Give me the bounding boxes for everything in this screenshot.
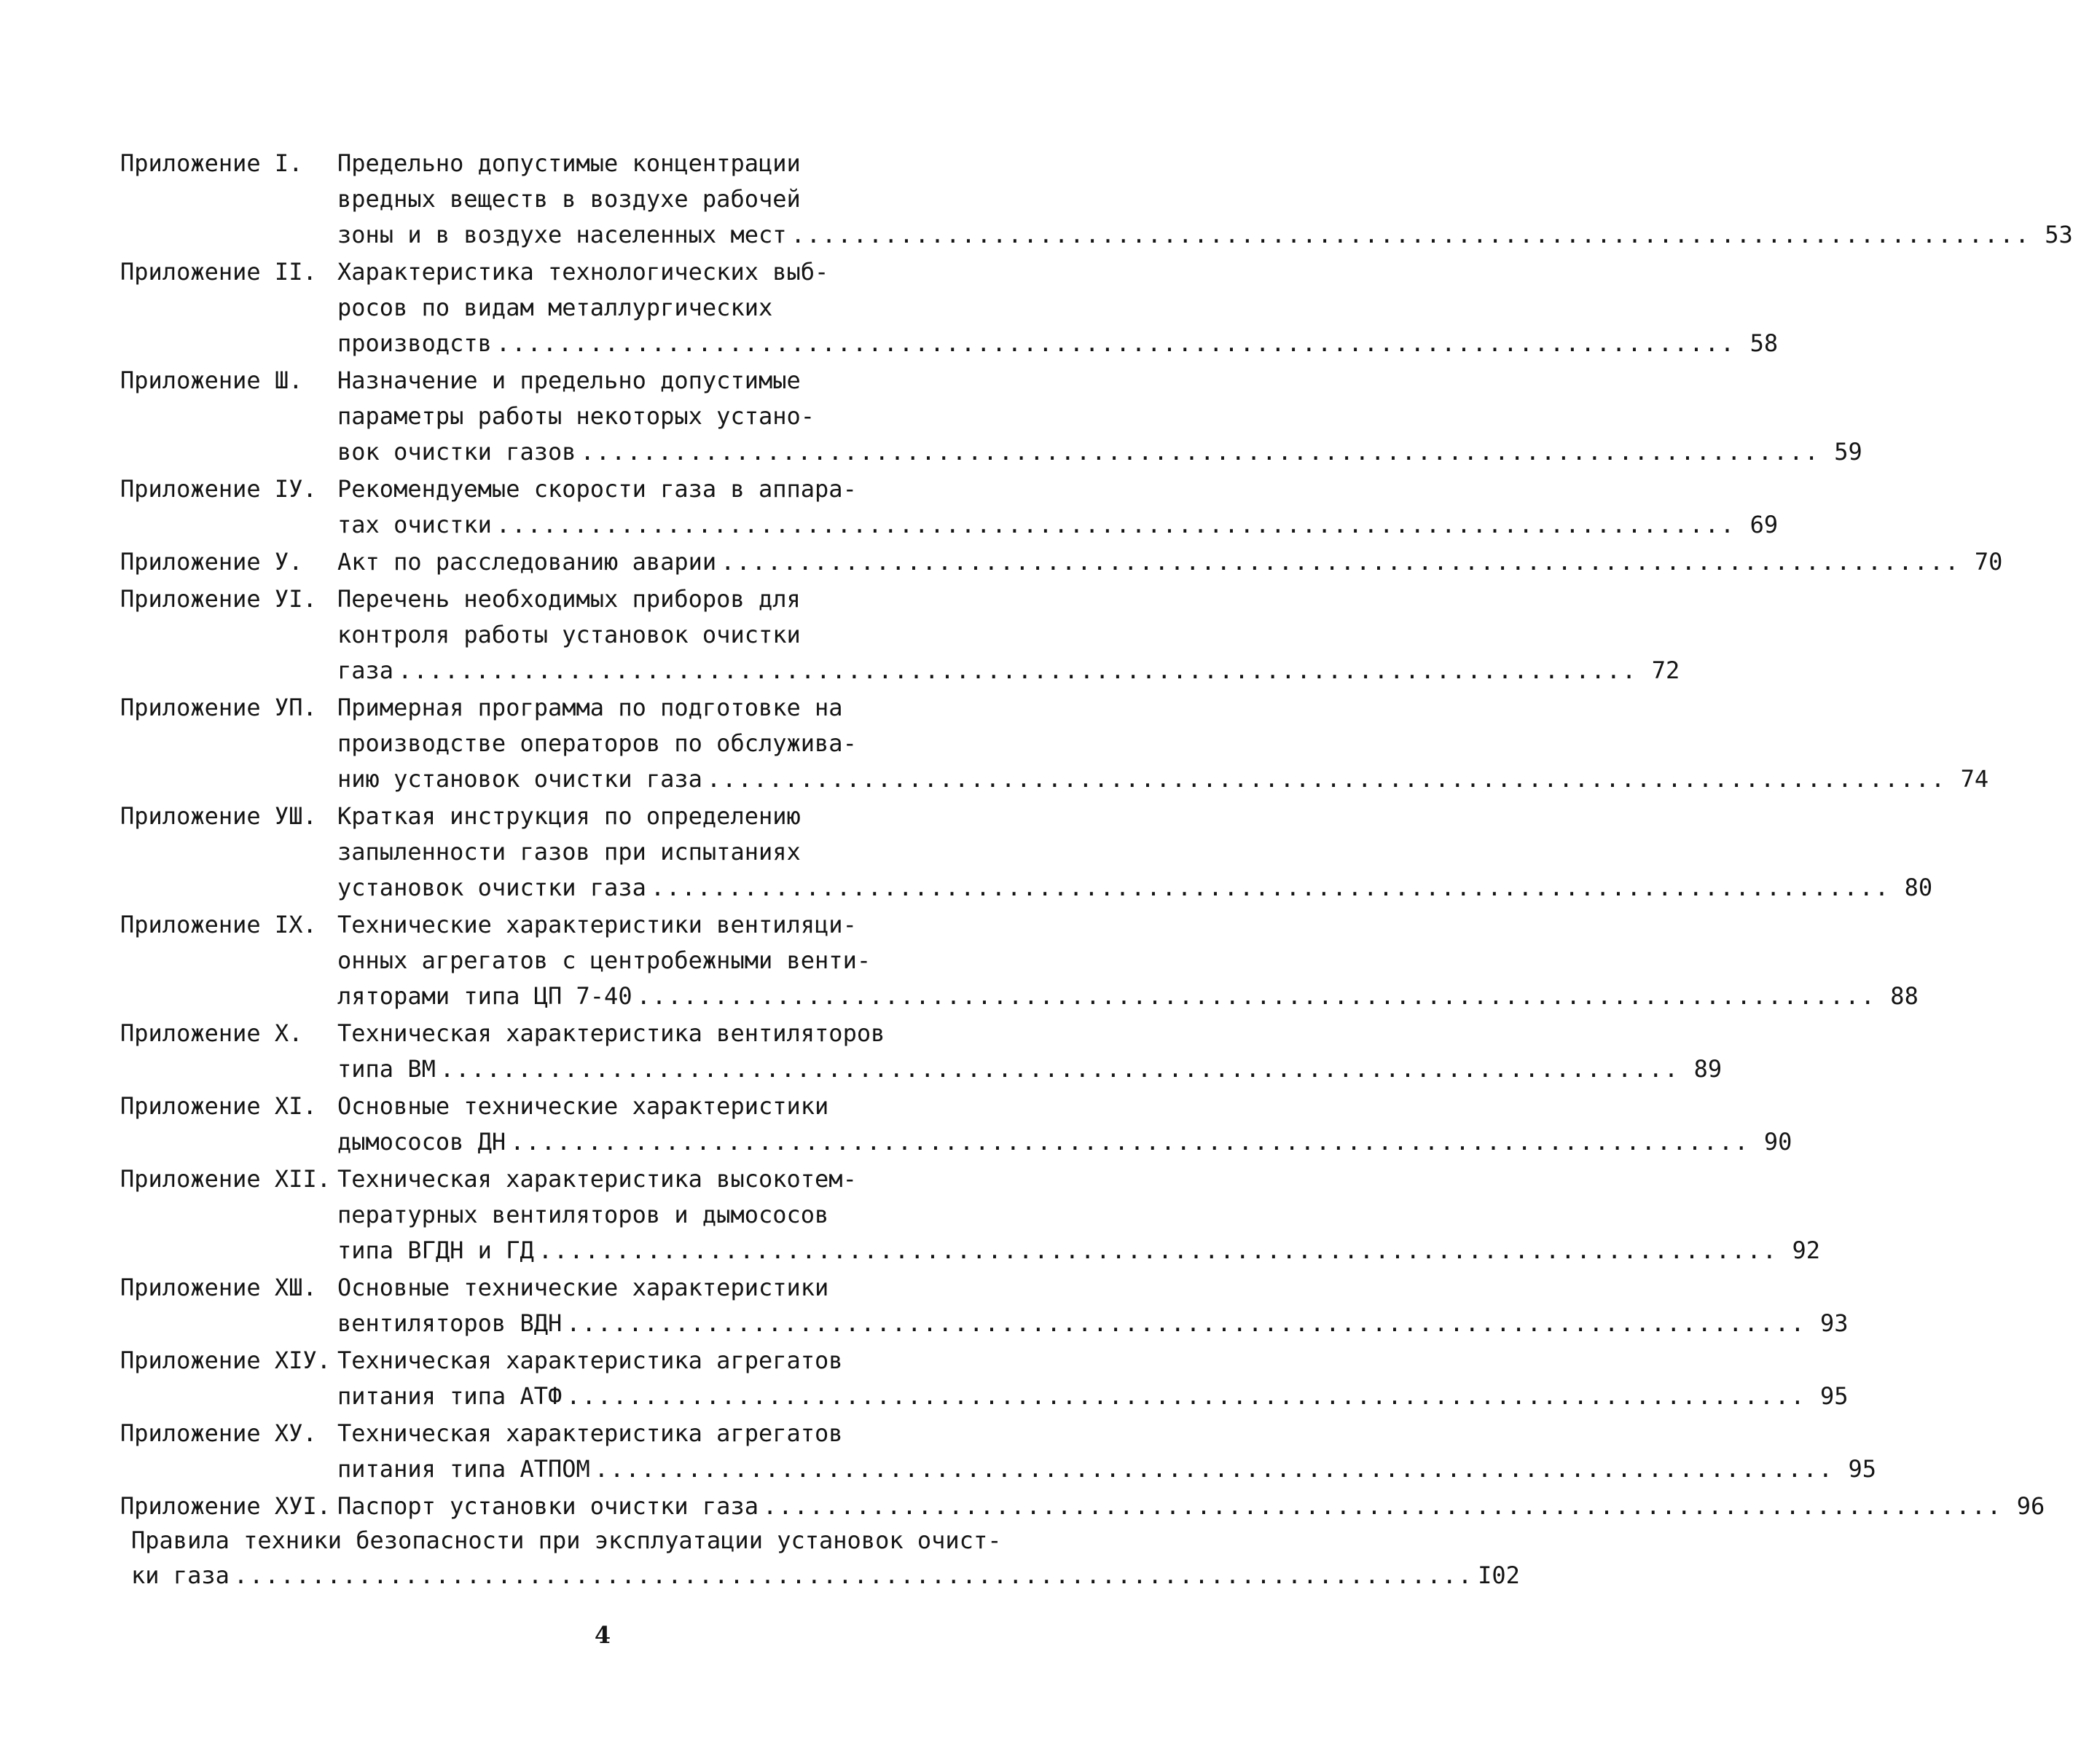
leader-dots: ................................................................................ (566, 1382, 1806, 1410)
title-line: Техническая характеристика агрегатов (337, 1346, 843, 1374)
title-line: Техническая характеристика высокотем- (337, 1165, 857, 1193)
toc-entry (120, 254, 1779, 361)
title-line: Перечень необходимых приборов для (337, 585, 801, 613)
title-text: вок очистки газов (337, 438, 576, 466)
title-last-line (337, 507, 1779, 543)
appendix-label: Приложение II. (120, 258, 317, 286)
title-last-line (337, 217, 2073, 253)
title-line: вредных веществ в воздухе рабочей (337, 185, 801, 213)
leader-dots: ................................................................................ (566, 1309, 1806, 1337)
leader-dots: ................................................................................ (721, 548, 1961, 576)
title-line: Краткая инструкция по определению (337, 802, 801, 830)
page-ref: 93 (1819, 1309, 1849, 1337)
title-text: газа (337, 656, 394, 684)
appendix-label: Приложение XII. (120, 1165, 331, 1193)
title-line: Рекомендуемые скорости газа в аппара- (337, 475, 857, 503)
appendix-label: Приложение УШ. (120, 802, 317, 830)
page-ref: 70 (1974, 548, 2003, 576)
leader-dots: ................................................................................ (580, 438, 1820, 466)
leader-dots: ................................................................................ (495, 511, 1736, 538)
title-line: контроля работы установок очистки (337, 621, 801, 648)
toc-entry (120, 1016, 1723, 1087)
leader-dots: ................................................................................ (495, 329, 1736, 357)
entry-title (337, 471, 1779, 543)
title-last-line (337, 761, 1989, 797)
title-line: параметры работы некоторых устано- (337, 402, 815, 430)
page-ref: 53 (2045, 221, 2073, 248)
rules-last-line (131, 1558, 1520, 1593)
rules-last-text: ки газа (131, 1561, 230, 1589)
appendix-label: Приложение IX. (120, 911, 317, 938)
appendix-label: Приложение XIУ. (120, 1346, 331, 1374)
rules-page-number: I02 (1478, 1561, 1520, 1589)
title-last-line (337, 1379, 1849, 1414)
toc-entry (120, 1161, 1820, 1269)
appendix-label: Приложение Ш. (120, 366, 303, 394)
appendix-label: Приложение IУ. (120, 475, 317, 503)
entry-title (337, 254, 1779, 361)
title-last-line (337, 1451, 1877, 1487)
page-ref: 95 (1819, 1382, 1849, 1410)
title-last-line (337, 326, 1779, 361)
toc-entry (120, 1416, 1877, 1487)
title-last-line (337, 544, 2003, 580)
toc-entry (120, 907, 1919, 1014)
entry-title (337, 1270, 1849, 1341)
entry-title (337, 799, 1933, 906)
page-ref: 74 (1960, 765, 1989, 793)
entry-title (337, 1016, 1723, 1087)
page-number: 4 (594, 1621, 611, 1649)
rules-line: Правила техники безопасности при эксплуатации установок очист- (131, 1526, 1002, 1554)
leader-dots: ................................................................................ (791, 221, 2031, 248)
title-text: установок очистки газа (337, 874, 646, 901)
title-line: Предельно допустимые концентрации (337, 149, 801, 177)
title-line: Основные технические характеристики (337, 1092, 829, 1120)
title-text: тах очистки (337, 511, 492, 538)
title-text: типа ВГДН и ГД (337, 1236, 534, 1264)
title-text: питания типа АТФ (337, 1382, 563, 1410)
title-line: Примерная программа по подготовке на (337, 694, 843, 721)
leader-dots: ................................................................................ (233, 1561, 1474, 1589)
appendix-label: Приложение I. (120, 149, 303, 177)
entry-title (337, 581, 1680, 689)
title-text: питания типа АТПОМ (337, 1455, 590, 1483)
entry-title (337, 544, 2003, 580)
leader-dots: ................................................................................ (439, 1055, 1680, 1083)
page-ref: 92 (1792, 1236, 1820, 1264)
title-text: дымососов ДН (337, 1128, 506, 1156)
toc-entry (120, 799, 1933, 906)
title-line: росов по видам металлургических (337, 294, 773, 321)
page-ref: 58 (1749, 329, 1779, 357)
safety-rules-entry (131, 1523, 1520, 1593)
page-ref: 72 (1651, 656, 1680, 684)
appendix-label: Приложение X. (120, 1019, 303, 1047)
page-ref: 88 (1890, 982, 1919, 1010)
appendix-label: Приложение XУI. (120, 1492, 331, 1520)
title-text: зоны и в воздухе населенных мест (337, 221, 787, 248)
page-ref: 59 (1834, 438, 1862, 466)
title-last-line (337, 653, 1680, 689)
leader-dots: ................................................................................ (762, 1492, 2003, 1520)
title-line: Техническая характеристика вентиляторов (337, 1019, 885, 1047)
title-last-line (337, 870, 1933, 906)
entry-title (337, 1089, 1792, 1160)
title-text: Паспорт установки очистки газа (337, 1492, 759, 1520)
leader-dots: ................................................................................ (538, 1236, 1778, 1264)
entry-title (337, 363, 1862, 470)
title-line: Техническая характеристика агрегатов (337, 1419, 843, 1447)
leader-dots: ................................................................................ (510, 1128, 1750, 1156)
entry-title (337, 690, 1989, 797)
leader-dots: ................................................................................ (398, 656, 1638, 684)
leader-dots: ................................................................................ (594, 1455, 1835, 1483)
entry-title (337, 1416, 1877, 1487)
title-line: пературных вентиляторов и дымососов (337, 1201, 829, 1228)
toc-entry (120, 471, 1779, 543)
title-text: типа ВМ (337, 1055, 436, 1083)
title-last-line (337, 979, 1919, 1014)
entry-title (337, 146, 2073, 253)
title-line: Характеристика технологических выб- (337, 258, 829, 286)
title-last-line (337, 1124, 1792, 1160)
title-text: вентиляторов ВДН (337, 1309, 563, 1337)
leader-dots: ................................................................................ (650, 874, 1891, 901)
page-ref: 95 (1848, 1455, 1877, 1483)
toc-entry (120, 146, 2073, 253)
title-line: Назначение и предельно допустимые (337, 366, 801, 394)
toc-entry (120, 1270, 1849, 1341)
toc-entry (120, 581, 1680, 689)
title-last-line (337, 1489, 2045, 1524)
entry-title (337, 1343, 1849, 1414)
title-text: Акт по расследованию аварии (337, 548, 717, 576)
appendix-label: Приложение XШ. (120, 1274, 317, 1301)
leader-dots: ................................................................................ (636, 982, 1876, 1010)
appendix-label: Приложение У. (120, 548, 303, 576)
toc-entry (120, 363, 1862, 470)
toc-entry (120, 690, 1989, 797)
title-line: производстве операторов по обслужива- (337, 729, 857, 757)
appendix-label: Приложение УI. (120, 585, 317, 613)
toc-entry (120, 1489, 2045, 1524)
title-line: онных агрегатов с центробежными венти- (337, 946, 871, 974)
toc-entry (120, 544, 2003, 580)
title-text: нию установок очистки газа (337, 765, 702, 793)
leader-dots: ................................................................................ (706, 765, 1947, 793)
title-text: ляторами типа ЦП 7-40 (337, 982, 632, 1010)
entry-title (337, 1489, 2045, 1524)
title-last-line (337, 434, 1862, 470)
title-line: Технические характеристики вентиляци- (337, 911, 857, 938)
table-of-contents (120, 146, 2073, 1526)
title-last-line (337, 1051, 1723, 1087)
title-last-line (337, 1233, 1820, 1269)
title-line: запыленности газов при испытаниях (337, 838, 801, 866)
entry-title (337, 907, 1919, 1014)
title-line: Основные технические характеристики (337, 1274, 829, 1301)
appendix-label: Приложение УП. (120, 694, 317, 721)
title-text: производств (337, 329, 492, 357)
entry-title (337, 1161, 1820, 1269)
page-ref: 90 (1763, 1128, 1792, 1156)
page-ref: 96 (2016, 1492, 2045, 1520)
page-ref: 69 (1749, 511, 1779, 538)
page-ref: 89 (1693, 1055, 1723, 1083)
page-ref: 80 (1904, 874, 1933, 901)
toc-entry (120, 1089, 1792, 1160)
appendix-label: Приложение XУ. (120, 1419, 317, 1447)
toc-entry (120, 1343, 1849, 1414)
title-last-line (337, 1306, 1849, 1341)
appendix-label: Приложение XI. (120, 1092, 317, 1120)
